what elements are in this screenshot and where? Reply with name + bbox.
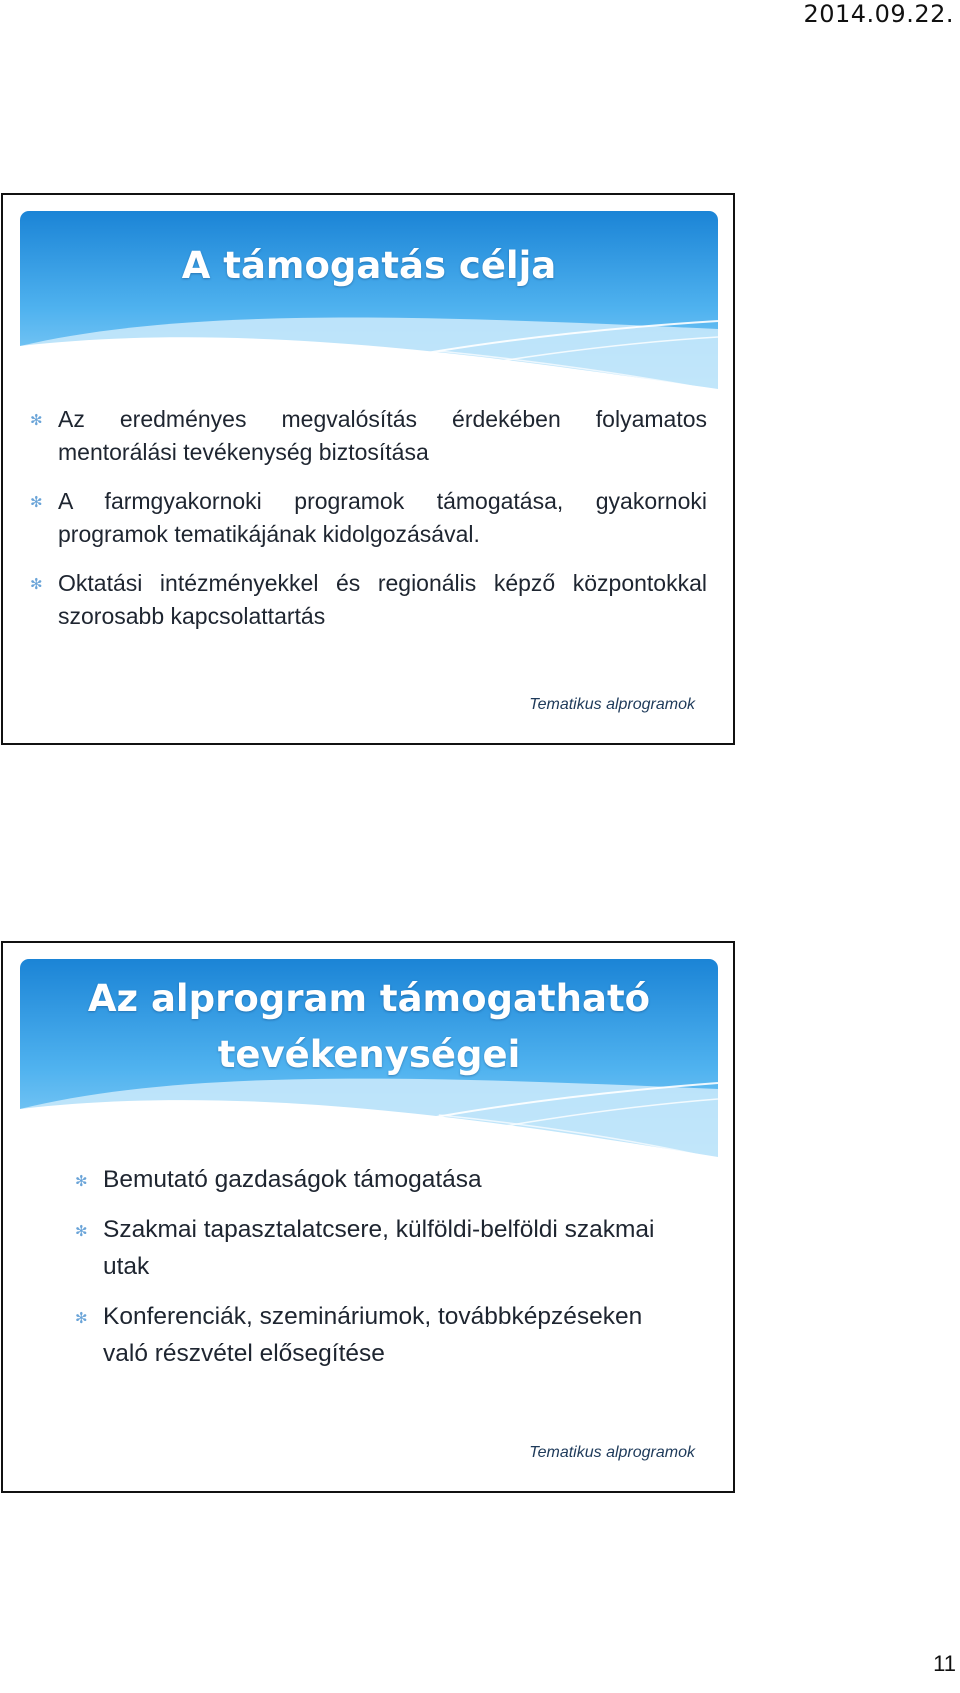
asterisk-bullet-icon: ✻: [30, 576, 43, 593]
bullet-text: Konferenciák, szemináriumok, továbbképzéseken való részvétel elősegítése: [103, 1303, 643, 1367]
slide-2: [1, 941, 735, 1493]
asterisk-bullet-icon: ✻: [75, 1310, 88, 1327]
slide-footer: Tematikus alprogramok: [529, 696, 695, 713]
asterisk-bullet-icon: ✻: [30, 412, 43, 429]
banner-wave-graphic: [20, 211, 718, 389]
bullet-text: Az eredményes megvalósítás érdekében folyamatos mentorálási tevékenység biztosítása: [58, 406, 707, 465]
list-item: [30, 567, 707, 633]
list-item: [75, 1298, 693, 1372]
slide-title-line-2: tevékenységei: [217, 1033, 521, 1076]
page-number: 11: [933, 1651, 956, 1676]
asterisk-bullet-icon: ✻: [75, 1223, 88, 1240]
slide-footer: Tematikus alprogramok: [529, 1444, 695, 1461]
list-item: [75, 1161, 693, 1198]
slide-banner: [20, 959, 718, 1157]
bullet-list: [30, 403, 707, 649]
bullet-text: Oktatási intézményekkel és regionális képző központokkal szorosabb kapcsolattartás: [58, 570, 707, 629]
list-item: [30, 403, 707, 469]
asterisk-bullet-icon: ✻: [75, 1173, 88, 1190]
slide-title-line-1: Az alprogram támogatható: [87, 977, 651, 1020]
slide-title: A támogatás célja: [181, 244, 557, 287]
document-date: 2014.09.22.: [803, 0, 954, 28]
asterisk-bullet-icon: ✻: [30, 494, 43, 511]
list-item: [30, 485, 707, 551]
slide-1: [1, 193, 735, 745]
bullet-list: [75, 1161, 693, 1385]
slide-title: [20, 971, 718, 1083]
list-item: [75, 1211, 693, 1285]
bullet-text: A farmgyakornoki programok támogatása, gyakornoki programok tematikájának kidolgozásával.: [58, 488, 707, 547]
slide-banner: [20, 211, 718, 389]
bullet-text: Szakmai tapasztalatcsere, külföldi-belföldi szakmai utak: [103, 1216, 655, 1280]
bullet-text: Bemutató gazdaságok támogatása: [103, 1166, 482, 1193]
